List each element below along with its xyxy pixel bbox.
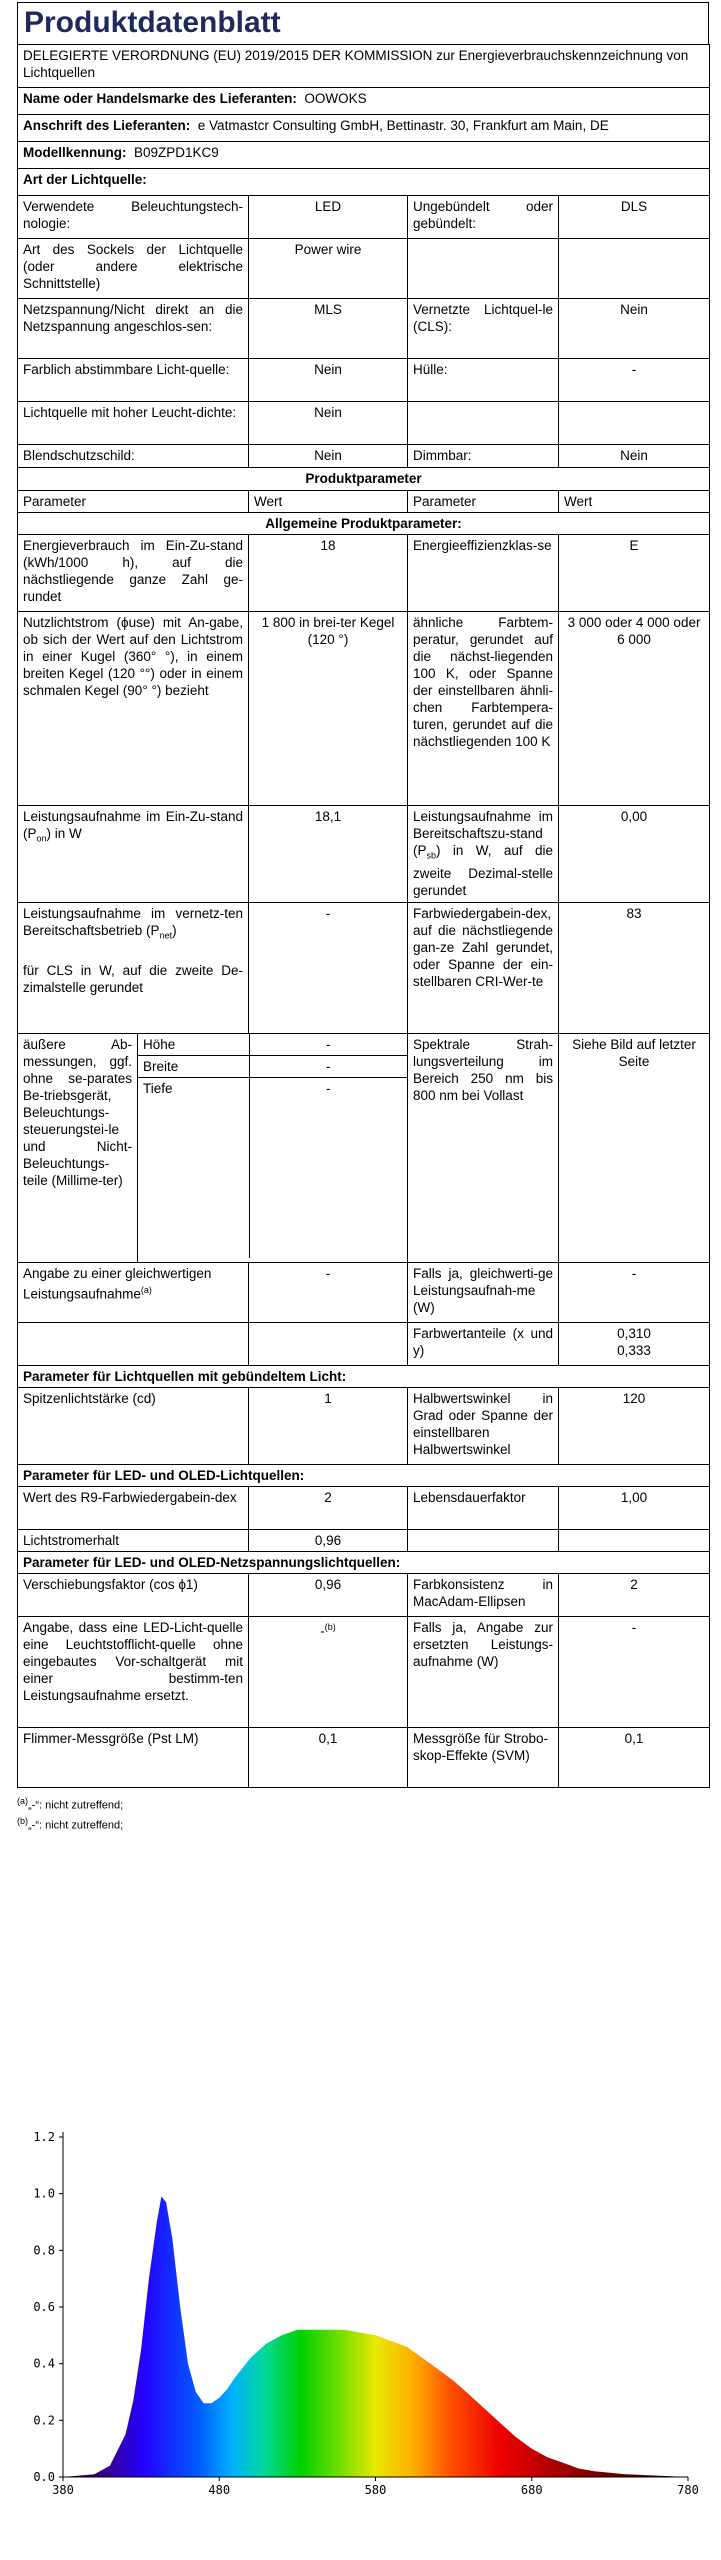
spd-label: Spektrale Strah-lungsverteilung im Bereich 250 nm bis 800 nm bei Vollast — [408, 1034, 559, 1263]
light-type-label-1: Netzspannung/Nicht direkt an die Netzspannung angeschlos-sen: — [18, 299, 249, 359]
light-type-label-2 — [408, 239, 559, 299]
flux-label: Nutzlichtstrom (ϕuse) mit An-gabe, ob sich der Wert auf den Lichtstrom in einer Kugel (360° °), in einem breiten Kegel (120 °°) oder in einem schmalen Kegel (90° °) bezieht — [18, 612, 249, 806]
equiv-label: Angabe zu einer gleichwertigen Leistungsaufnahme$^{(a)}$ — [18, 1263, 249, 1323]
r9-label: Wert des R9-Farbwiedergabein-dex — [18, 1487, 249, 1530]
cri-label: Farbwiedergabein-dex, auf die nächstliegende gan-ze Zahl gerundet, oder Spanne der ein-stellbaren CRI-Wer-te — [408, 903, 559, 1034]
supplier-address-row — [18, 115, 710, 142]
light-type-row — [18, 299, 710, 359]
col-value-header: Wert — [249, 491, 408, 513]
psb-value: 0,00 — [559, 806, 710, 903]
pf-value: 0,96 — [249, 1574, 408, 1617]
y-tick-label: 0.4 — [33, 2356, 55, 2371]
pnet-row — [18, 903, 710, 1034]
macadam-value: 2 — [559, 1574, 710, 1617]
replace2-label: Falls ja, Angabe zur ersetzten Leistungs-aufnahme (W) — [408, 1617, 559, 1728]
datasheet — [17, 2, 709, 1833]
light-type-row — [18, 402, 710, 445]
flicker-row — [18, 1728, 710, 1788]
maint-row — [18, 1530, 710, 1552]
model-row — [18, 142, 710, 169]
product-params-heading-row — [18, 468, 710, 491]
mains-heading: Parameter für LED- und OLED-Netzspannungslichtquellen: — [18, 1552, 710, 1574]
r9-value: 2 — [249, 1487, 408, 1530]
cct-value: 3 000 oder 4 000 oder 6 000 — [559, 612, 710, 806]
supplier-address-value: e Vatmastcr Consulting GmbH, Bettinastr. 30, Frankfurt am Main, DE — [197, 118, 609, 133]
peak-row — [18, 1388, 710, 1465]
dims-width-label: Breite — [138, 1056, 249, 1078]
beam-label: Halbwertswinkel in Grad oder Spanne der einstellbaren Halbwertswinkel — [408, 1388, 559, 1465]
light-type-label-2: Dimmbar: — [408, 445, 559, 468]
macadam-label: Farbkonsistenz in MacAdam-Ellipsen — [408, 1574, 559, 1617]
chroma-y: 0,333 — [617, 1343, 651, 1358]
energy-label: Energieverbrauch im Ein-Zu-stand (kWh/1000 h), auf die nächstliegende ganze Zahl ge-rundet — [18, 535, 249, 612]
general-params-heading-row — [18, 513, 710, 535]
y-tick-label: 1.0 — [33, 2186, 55, 2201]
eec-value: E — [559, 535, 710, 612]
general-params-heading: Allgemeine Produktparameter: — [18, 513, 710, 535]
light-type-heading: Art der Lichtquelle: — [18, 169, 710, 196]
maint-value: 0,96 — [249, 1530, 408, 1552]
light-type-label-2 — [408, 402, 559, 445]
light-type-value-1: LED — [249, 196, 408, 239]
light-type-row — [18, 239, 710, 299]
light-type-value-1: Nein — [249, 445, 408, 468]
datasheet-table — [17, 44, 710, 1788]
footnote: $^{(b)}$„-“: nicht zutreffend; — [17, 1815, 124, 1832]
light-type-row — [18, 359, 710, 402]
chroma-row — [18, 1323, 710, 1366]
model-label: Modellkennung: — [23, 145, 127, 160]
page-title: Produktdatenblatt — [17, 2, 709, 44]
supplier-name-row — [18, 88, 710, 115]
peak-label: Spitzenlichtstärke (cd) — [18, 1388, 249, 1465]
dims-subtable — [138, 1034, 407, 1258]
light-type-row — [18, 196, 710, 239]
spd-value: Siehe Bild auf letzter Seite — [559, 1034, 710, 1263]
light-type-value-2 — [559, 239, 710, 299]
dims-height-value: - — [249, 1034, 407, 1056]
svm-value: 0,1 — [559, 1728, 710, 1788]
col-param-header: Parameter — [408, 491, 559, 513]
dims-subtable-cell — [138, 1034, 408, 1263]
dims-height-label: Höhe — [138, 1034, 249, 1056]
footnote: $^{(a)}$„-“: nicht zutreffend; — [17, 1796, 124, 1812]
pon-label: Leistungsaufnahme im Ein-Zu-stand $(P_{on})$ in W — [18, 806, 249, 903]
x-tick-label: 780 — [677, 2483, 699, 2497]
dims-depth-label: Tiefe — [138, 1078, 249, 1259]
svm-label: Messgröße für Strobo-skop-Effekte (SVM) — [408, 1728, 559, 1788]
maint-label: Lichtstromerhalt — [18, 1530, 249, 1552]
light-type-value-1: Power wire — [249, 239, 408, 299]
dims-depth-value: - — [249, 1078, 407, 1259]
chroma-x: 0,310 — [617, 1326, 651, 1341]
energy-row — [18, 535, 710, 612]
light-type-label-1: Blendschutzschild: — [18, 445, 249, 468]
model-value: B09ZPD1KC9 — [134, 145, 219, 160]
supplier-address-label: Anschrift des Lieferanten: — [23, 118, 191, 133]
y-tick-label: 0.2 — [33, 2413, 55, 2428]
equiv2-label: Falls ja, gleichwerti-ge Leistungsaufnah-me (W) — [408, 1263, 559, 1323]
pon-row — [18, 806, 710, 903]
light-type-heading-row — [18, 169, 710, 196]
y-tick-label: 0.8 — [33, 2243, 55, 2258]
light-type-value-2: DLS — [559, 196, 710, 239]
column-header-row — [18, 491, 710, 513]
light-type-label-1: Lichtquelle mit hoher Leucht-dichte: — [18, 402, 249, 445]
light-type-label-1: Art des Sockels der Lichtquelle (oder andere elektrische Schnittstelle) — [18, 239, 249, 299]
x-tick-label: 680 — [520, 2483, 543, 2497]
flux-row — [18, 612, 710, 806]
light-type-value-2: Nein — [559, 299, 710, 359]
dims-row-height — [138, 1034, 407, 1056]
dims-row-depth — [138, 1078, 407, 1259]
pf-label: Verschiebungsfaktor (cos ϕ1) — [18, 1574, 249, 1617]
directional-heading: Parameter für Lichtquellen mit gebündeltem Licht: — [18, 1366, 710, 1388]
product-params-heading: Produktparameter — [18, 468, 710, 491]
supplier-name-label: Name oder Handelsmarke des Lieferanten: — [23, 91, 297, 106]
life-label: Lebensdauerfaktor — [408, 1487, 559, 1530]
psb-label: Leistungsaufnahme im Bereitschaftszu-stand $(P_{sb})$ in W, auf die zweite Dezimal-stelle gerundet — [408, 806, 559, 903]
y-tick-label: 0.0 — [33, 2470, 55, 2484]
light-type-label-2: Hülle: — [408, 359, 559, 402]
x-tick-label: 480 — [208, 2483, 231, 2497]
flicker-value: 0,1 — [249, 1728, 408, 1788]
beam-value: 120 — [559, 1388, 710, 1465]
y-tick-label: 0.6 — [33, 2300, 55, 2314]
col-value-header: Wert — [559, 491, 710, 513]
replace-label: Angabe, dass eine LED-Licht-quelle eine Leuchtstofflicht-quelle ohne eingebautes Vor-schaltgerät mit einer bestimm-ten Leistungsaufnahme ersetzt. — [18, 1617, 249, 1728]
flicker-label: Flimmer-Messgröße (Pst LM) — [18, 1728, 249, 1788]
led-heading-row — [18, 1465, 710, 1487]
regulation-row — [18, 45, 710, 88]
light-type-label-2: Vernetzte Lichtquel-le (CLS): — [408, 299, 559, 359]
light-type-value-1: Nein — [249, 359, 408, 402]
led-heading: Parameter für LED- und OLED-Lichtquellen: — [18, 1465, 710, 1487]
light-type-value-2 — [559, 402, 710, 445]
replace2-value: - — [559, 1617, 710, 1728]
equiv-row — [18, 1263, 710, 1323]
supplier-name-value: OOWOKS — [304, 91, 367, 106]
life-value: 1,00 — [559, 1487, 710, 1530]
light-type-value-2: - — [559, 359, 710, 402]
directional-heading-row — [18, 1366, 710, 1388]
cct-label: ähnliche Farbtem-peratur, gerundet auf die nächst-liegenden 100 K, oder Spanne der einstellbaren ähnli-chen Farbtempera-turen, gerundet auf die nächstliegenden 100 K — [408, 612, 559, 806]
dims-row — [18, 1034, 710, 1263]
spectrum-chart — [0, 2100, 721, 2520]
replace-row — [18, 1617, 710, 1728]
regulation-text: DELEGIERTE VERORDNUNG (EU) 2019/2015 DER KOMMISSION zur Energieverbrauchskennzeichnung von Lichtquellen — [18, 45, 710, 88]
replace-value: -$^{(b)}$ — [249, 1617, 408, 1728]
light-type-value-1: MLS — [249, 299, 408, 359]
y-tick-label: 1.2 — [33, 2130, 55, 2144]
pnet-label: Leistungsaufnahme im vernetz-ten Bereitschaftsbetrieb $(P_{net})$ für CLS in W, auf die zweite De-zimalstelle gerundet — [18, 903, 249, 1034]
spectrum-area — [63, 2197, 688, 2478]
flux-value: 1 800 in brei-ter Kegel (120 °) — [249, 612, 408, 806]
chroma-value — [559, 1323, 710, 1366]
eec-label: Energieeffizienzklas-se — [408, 535, 559, 612]
footnotes — [17, 1794, 709, 1833]
x-tick-label: 380 — [52, 2483, 74, 2497]
mains-heading-row — [18, 1552, 710, 1574]
chroma-label: Farbwertanteile (x und y) — [408, 1323, 559, 1366]
dims-width-value: - — [249, 1056, 407, 1078]
energy-value: 18 — [249, 535, 408, 612]
equiv-value: - — [249, 1263, 408, 1323]
r9-row — [18, 1487, 710, 1530]
light-type-label-2: Ungebündelt oder gebündelt: — [408, 196, 559, 239]
light-type-label-1: Farblich abstimmbare Licht-quelle: — [18, 359, 249, 402]
pnet-value: - — [249, 903, 408, 1034]
light-type-row — [18, 445, 710, 468]
equiv2-value: - — [559, 1263, 710, 1323]
light-type-value-1: Nein — [249, 402, 408, 445]
dims-row-width — [138, 1056, 407, 1078]
light-type-label-1: Verwendete Beleuchtungstech-nologie: — [18, 196, 249, 239]
dims-label: äußere Ab-messungen, ggf. ohne se-parates Be-triebsgerät, Beleuchtungs-steuerungstei-le und Nicht-Beleuchtungs-teile (Millime-ter) — [18, 1034, 138, 1263]
pf-row — [18, 1574, 710, 1617]
peak-value: 1 — [249, 1388, 408, 1465]
light-type-value-2: Nein — [559, 445, 710, 468]
col-param-header: Parameter — [18, 491, 249, 513]
pon-value: 18,1 — [249, 806, 408, 903]
x-tick-label: 580 — [364, 2483, 387, 2497]
cri-value: 83 — [559, 903, 710, 1034]
